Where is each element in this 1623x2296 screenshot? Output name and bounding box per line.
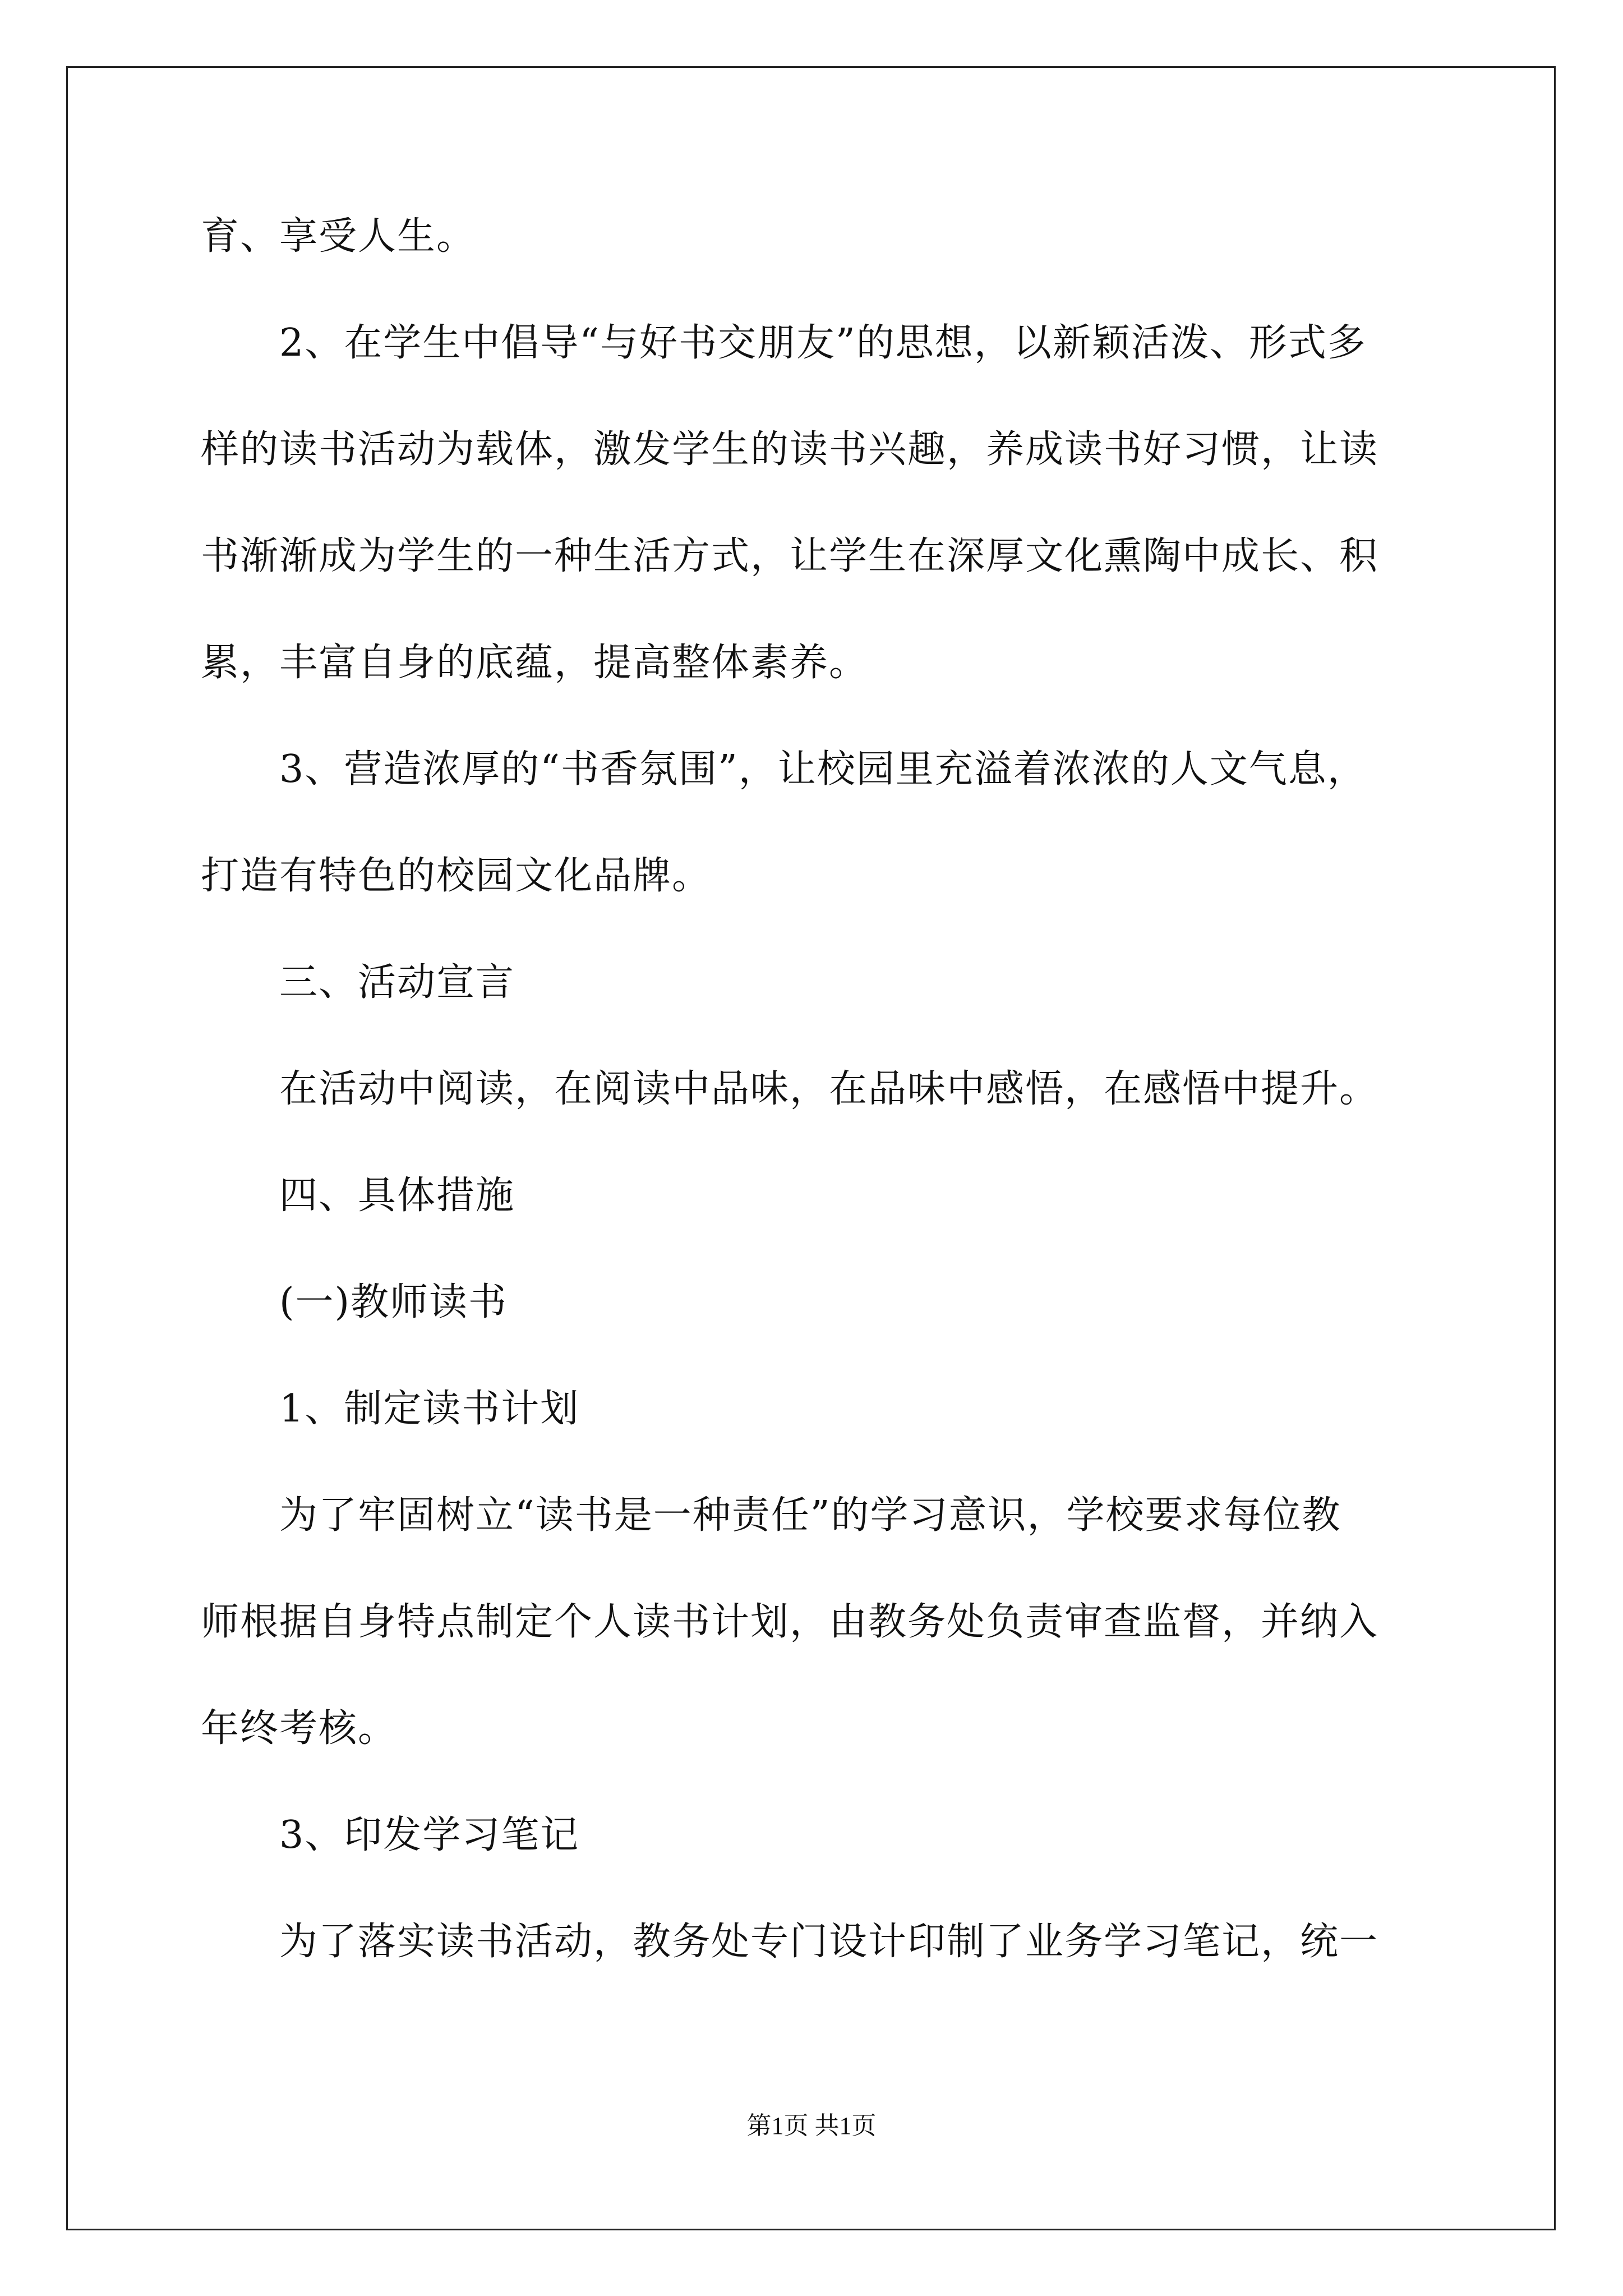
text-line-5: 累，丰富自身的底蕴，提高整体素养。 xyxy=(201,641,869,685)
page-footer: 第1页 共1页 xyxy=(746,2112,877,2139)
section-heading-3: 三、活动宣言 xyxy=(279,960,515,1005)
item-heading-1: 1、制定读书计划 xyxy=(279,1387,580,1431)
subsection-heading-1: (一)教师读书 xyxy=(279,1280,508,1324)
text-line-14: 师根据自身特点制定个人读书计划，由教务处负责审查监督，并纳入 xyxy=(201,1600,1379,1644)
text-line-15: 年终考核。 xyxy=(201,1706,398,1751)
text-line-2: 2、在学生中倡导“与好书交朋友”的思想，以新颖活泼、形式多 xyxy=(279,321,1367,365)
text-line-1: 育、享受人生。 xyxy=(201,214,476,259)
text-line-9: 在活动中阅读，在阅读中品味，在品味中感悟，在感悟中提升。 xyxy=(279,1067,1379,1111)
item-heading-3: 3、印发学习笔记 xyxy=(279,1813,580,1857)
section-heading-4: 四、具体措施 xyxy=(279,1174,515,1218)
text-line-17: 为了落实读书活动，教务处专门设计印制了业务学习笔记，统一 xyxy=(279,1920,1379,1964)
text-line-7: 打造有特色的校园文化品牌。 xyxy=(201,854,712,898)
text-line-13: 为了牢固树立“读书是一种责任”的学习意识，学校要求每位教 xyxy=(279,1493,1341,1538)
text-line-4: 书渐渐成为学生的一种生活方式，让学生在深厚文化熏陶中成长、积 xyxy=(201,534,1379,578)
text-line-3: 样的读书活动为载体，激发学生的读书兴趣，养成读书好习惯，让读 xyxy=(201,427,1379,472)
text-line-6: 3、营造浓厚的“书香氛围”，让校园里充溢着浓浓的人文气息， xyxy=(279,747,1367,792)
page-border xyxy=(66,66,1556,2230)
